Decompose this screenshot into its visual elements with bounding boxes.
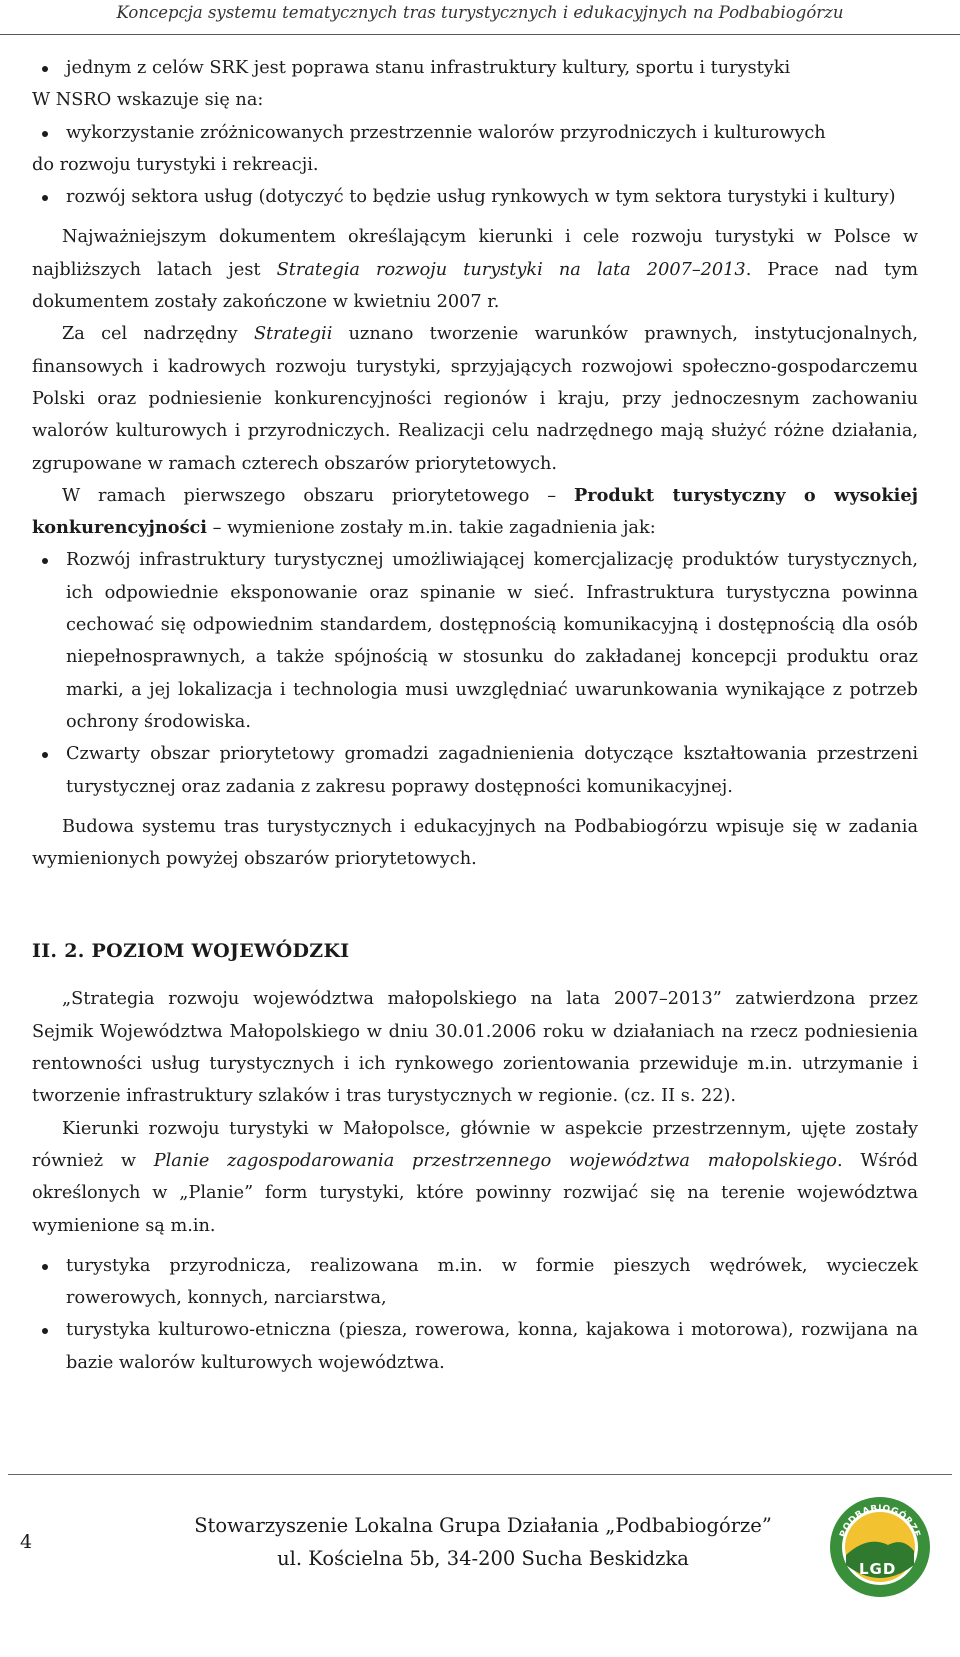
list-item: wykorzystanie zróżnicowanych przestrzennie walorów przyrodniczych i kulturowych [32, 117, 918, 149]
paragraph [32, 318, 918, 479]
list-item: Rozwój infrastruktury turystycznej umożliwiającej komercjalizację produktów turystycznych, ich odpowiednie eksponowanie oraz spinanie w sieć. Infrastruktura turystyczna powinna cechować się odpowiednim standardem, dostępnością komunikacyjną i dostępnością dla osób niepełnosprawnych, a także spójnością w stosunku do zakładanej koncepcji produktu oraz marki, a jej lokalizacja i technologia musi uwzględniać uwarunkowania wynikające z potrzeb ochrony środowiska. [32, 544, 918, 738]
document-title-italic: Strategii [253, 324, 333, 345]
paragraph: do rozwoju turystyki i rekreacji. [32, 154, 319, 175]
organization-address: ul. Kościelna 5b, 34-200 Sucha Beskidzka [277, 1547, 689, 1570]
text-run: Za cel nadrzędny [62, 324, 254, 345]
page-footer [8, 1474, 952, 1651]
paragraph [32, 480, 918, 545]
text-run: Najważniejszym dokumentem określającym kierunki i cele rozwoju turystyki w Polsce w najbliższych latach jest [32, 227, 918, 280]
paragraph: „Strategia rozwoju województwa małopolskiego na lata 2007–2013” zatwierdzona przez Sejmik Województwa Małopolskiego w dniu 30.01.2006 roku w działaniach na rzecz podniesienia rentowności usług turystycznych i ich rynkowego zorientowania przewiduje m.in. utrzymanie i tworzenie infrastruktury szlaków i tras turystycznych w regionie. (cz. II s. 22). [32, 989, 918, 1107]
page-number: 4 [20, 1531, 33, 1553]
document-title-italic: Planie zagospodarowania przestrzennego województwa małopolskiego [153, 1150, 837, 1171]
text-run: Kierunki rozwoju turystyki w Małopolsce, głównie w aspekcie przestrzennym, ujęte zostały również w [32, 1118, 918, 1171]
logo-center-text: LGD [859, 1560, 897, 1578]
paragraph [32, 1113, 918, 1242]
running-header-title: Koncepcja systemu tematycznych tras turystycznych i edukacyjnych na Podbabiogórzu [116, 3, 844, 22]
lgd-logo-icon [828, 1495, 932, 1599]
footer-organization [138, 1509, 828, 1575]
text-run: uznano tworzenie warunków prawnych, instytucjonalnych, finansowych i kadrowych rozwoju turystyki, sprzyjających rozwojowi społeczno-gospodarczemu Polski oraz podniesienie konkurencyjności regionów i kraju, przy jednoczesnym zachowaniu walorów kulturowych i przyrodniczych. Realizacji celu nadrzędnego mają służyć różne działania, zgrupowane w ramach czterech obszarów priorytetowych. [32, 324, 918, 474]
list-item: rozwój sektora usług (dotyczyć to będzie usług rynkowych w tym sektora turystyki i kultury) [32, 181, 918, 213]
paragraph [32, 221, 918, 318]
text-run: . Prace nad tym dokumentem zostały zakończone w kwietniu 2007 r. [32, 259, 918, 313]
running-header [0, 0, 960, 36]
list-item: Czwarty obszar priorytetowy gromadzi zagadnienienia dotyczące kształtowania przestrzeni turystycznej oraz zadania z zakresu poprawy dostępności komunikacyjnej. [32, 738, 918, 803]
section-heading: II. 2. POZIOM WOJEWÓDZKI [32, 940, 350, 963]
list-item: turystyka kulturowo-etniczna (piesza, rowerowa, konna, kajakowa i motorowa), rozwijana na bazie walorów kulturowych województwa. [32, 1314, 918, 1379]
text-run: W ramach pierwszego obszaru priorytetowego – [62, 485, 574, 506]
header-rule [0, 34, 960, 35]
text-run: – wymienione zostały m.in. takie zagadnienia jak: [207, 518, 656, 539]
paragraph: W NSRO wskazuje się na: [32, 90, 264, 111]
priority-area-bold: Produkt turystyczny o wysokiej konkurencyjności [32, 484, 918, 539]
text-run: . Wśród określonych w „Planie” form turystyki, które powinny rozwijać się na terenie województwa wymienione są m.in. [32, 1150, 919, 1236]
document-title-italic: Strategia rozwoju turystyki na lata 2007–2013 [276, 259, 746, 280]
organization-name: Stowarzyszenie Lokalna Grupa Działania „Podbabiogórze” [194, 1514, 772, 1537]
list-item: jednym z celów SRK jest poprawa stanu infrastruktury kultury, sportu i turystyki [32, 52, 918, 84]
paragraph: Budowa systemu tras turystycznych i edukacyjnych na Podbabiogórzu wpisuje się w zadania wymienionych powyżej obszarów priorytetowych. [32, 816, 918, 870]
logo-ring-text: PODBABIOGÓRZE [838, 1503, 922, 1539]
list-item: turystyka przyrodnicza, realizowana m.in. w formie pieszych wędrówek, wycieczek rowerowych, konnych, narciarstwa, [32, 1250, 918, 1315]
document-body [32, 52, 918, 1379]
